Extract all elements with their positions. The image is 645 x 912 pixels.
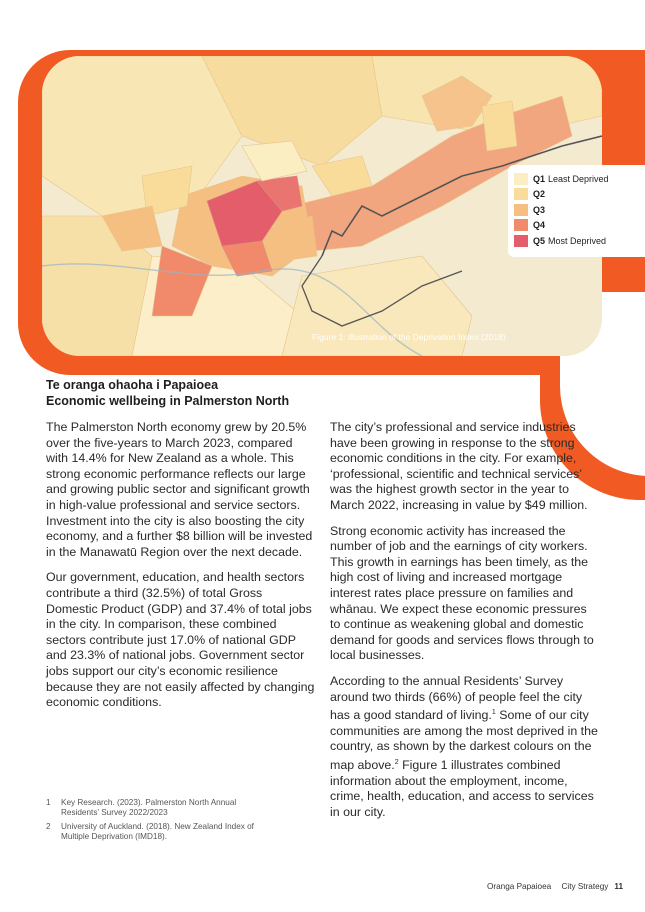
legend-swatch <box>514 204 528 216</box>
map-caption: Figure 1: Illustration of the Deprivation Index (2018) <box>312 332 506 342</box>
legend-item-q5: Q5 Most Deprived <box>514 233 645 249</box>
paragraph: Strong economic activity has increased the number of job and the earnings of city workers. This growth in earnings has been timely, as the high cost of living and increased mortgage interest rates place pressure on families and whānau. We expect these economic pressures to continue as weakening global and domestic demand for goods and services flows through to local businesses. <box>330 523 594 663</box>
heading-maori: Te oranga ohaoha i Papaioea <box>46 378 219 392</box>
legend-swatch <box>514 235 528 247</box>
paragraph: The city’s professional and service industries have been growing in response to the strong economic conditions in the city. For example, ‘professional, scientific and technical services’ was the highest growth sector in the year to March 2022, increasing in value by $49 million. <box>330 420 588 512</box>
footnote: 2 University of Auckland. (2018). New Zealand Index of Multiple Deprivation (IMD18). <box>46 822 254 841</box>
footer-title: Oranga Papaioea <box>487 882 552 891</box>
legend-item-q2: Q2 <box>514 187 645 203</box>
legend-item-q3: Q3 <box>514 202 645 218</box>
text-column-right <box>330 420 600 831</box>
legend-item-q1: Q1 Least Deprived <box>514 171 645 187</box>
page-number: 11 <box>614 882 623 891</box>
paragraph: Our government, education, and health sectors contribute a third (32.5%) of total Gross Domestic Product (GDP) and 37.4% of total jobs in the city. In comparison, these combined sectors contribute just 17.0% of national GDP and 23.3% of national jobs. Government sector jobs support our city’s economic resilience because they are not easily affected by changing economic conditions. <box>46 570 315 710</box>
section-heading <box>46 377 289 409</box>
legend-swatch <box>514 173 528 185</box>
paragraph: According to the annual Residents’ Survey around two thirds (66%) of people feel the city has a good standard of living.$^1$ Some of our city communities are among the most deprived in the country, as shown by the darkest colours on the map above.$^2$ Figure 1 illustrates combined information about the employment, income, crime, health, education, and access to services in our city. <box>330 673 598 819</box>
heading-english: Economic wellbeing in Palmerston North <box>46 394 290 408</box>
map-legend <box>508 165 645 257</box>
footnote-ref[interactable]: 2 <box>394 759 399 766</box>
legend-swatch <box>514 188 528 200</box>
legend-swatch <box>514 219 528 231</box>
text-column-left <box>46 420 316 721</box>
legend-item-q4: Q4 <box>514 218 645 234</box>
footnote-ref[interactable]: 1 <box>491 709 496 717</box>
paragraph: The Palmerston North economy grew by 20.5% over the five-years to March 2023, compared with 14.4% for New Zealand as a whole. This strong economic performance reflects our large and growing public sector and significant growth in high-value professional and service sectors. Investment into the city is also boosting the city economy, and a further $8 billion will be invested in the Manawatū Region over the next decade. <box>46 420 313 559</box>
page-footer <box>487 882 623 891</box>
footnotes <box>46 798 266 846</box>
footnote: 1 Key Research. (2023). Palmerston North Annual Residents’ Survey 2022/2023 <box>46 798 237 817</box>
footer-doc: City Strategy <box>561 882 609 891</box>
